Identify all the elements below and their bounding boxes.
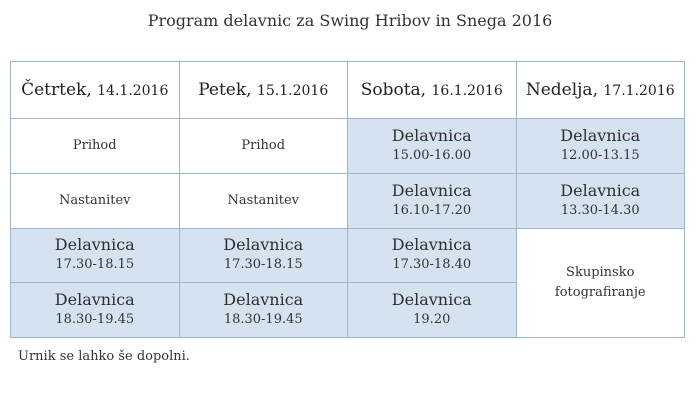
workshop-cell: [516, 119, 685, 174]
schedule-table: [10, 61, 685, 338]
workshop-cell: [348, 283, 517, 338]
workshop-time: 18.30-19.45: [55, 312, 135, 328]
workshop-cell: [516, 173, 685, 228]
table-row: [11, 173, 685, 228]
workshop-time: 13.30-14.30: [560, 202, 640, 218]
table-row: [11, 119, 685, 174]
workshop-title: Delavnica: [223, 290, 304, 310]
cell-accommodation: Nastanitev: [11, 173, 180, 228]
workshop-cell: [11, 283, 180, 338]
workshop-time: 18.30-19.45: [223, 312, 303, 328]
workshop-title: Delavnica: [54, 290, 135, 310]
workshop-title: Delavnica: [391, 290, 472, 310]
workshop-time: 17.30-18.15: [223, 257, 303, 273]
workshop-time: 17.30-18.15: [55, 257, 135, 273]
day-date: 16.1.2016: [431, 82, 503, 99]
schedule-note: Urnik se lahko še dopolni.: [18, 349, 190, 364]
day-header-friday: [179, 62, 348, 119]
day-header-sunday: [516, 62, 685, 119]
day-date: 14.1.2016: [97, 82, 169, 99]
cell-accommodation: Nastanitev: [179, 173, 348, 228]
workshop-cell: [179, 283, 348, 338]
day-header-saturday: [348, 62, 517, 119]
day-name: Četrtek,: [21, 79, 92, 100]
cell-group-photo: [516, 228, 685, 338]
workshop-time: 19.20: [413, 312, 451, 328]
day-date: 17.1.2016: [603, 82, 675, 99]
workshop-title: Delavnica: [391, 235, 472, 255]
workshop-cell: [348, 173, 517, 228]
workshop-title: Delavnica: [391, 180, 472, 200]
workshop-title: Delavnica: [54, 235, 135, 255]
cell-arrival: Prihod: [179, 119, 348, 174]
workshop-cell: [348, 228, 517, 283]
group-photo-line2: fotografiranje: [554, 284, 646, 300]
group-photo-line1: Skupinsko: [566, 264, 635, 280]
workshop-time: 16.10-17.20: [392, 202, 472, 218]
header-row: [11, 62, 685, 119]
workshop-title: Delavnica: [560, 125, 641, 145]
workshop-time: 12.00-13.15: [560, 147, 640, 163]
page-title: Program delavnic za Swing Hribov in Snega 2016: [147, 11, 553, 30]
workshop-cell: [11, 228, 180, 283]
workshop-title: Delavnica: [560, 180, 641, 200]
workshop-time: 15.00-16.00: [392, 147, 472, 163]
workshop-title: Delavnica: [223, 235, 304, 255]
cell-arrival: Prihod: [11, 119, 180, 174]
workshop-time: 17.30-18.40: [392, 257, 472, 273]
day-name: Nedelja,: [525, 79, 598, 100]
workshop-title: Delavnica: [391, 125, 472, 145]
workshop-cell: [179, 228, 348, 283]
workshop-cell: [348, 119, 517, 174]
day-date: 15.1.2016: [256, 82, 329, 99]
table-row: [11, 228, 685, 283]
day-header-thursday: [11, 62, 180, 119]
day-name: Sobota,: [360, 79, 427, 100]
day-name: Petek,: [198, 79, 252, 100]
